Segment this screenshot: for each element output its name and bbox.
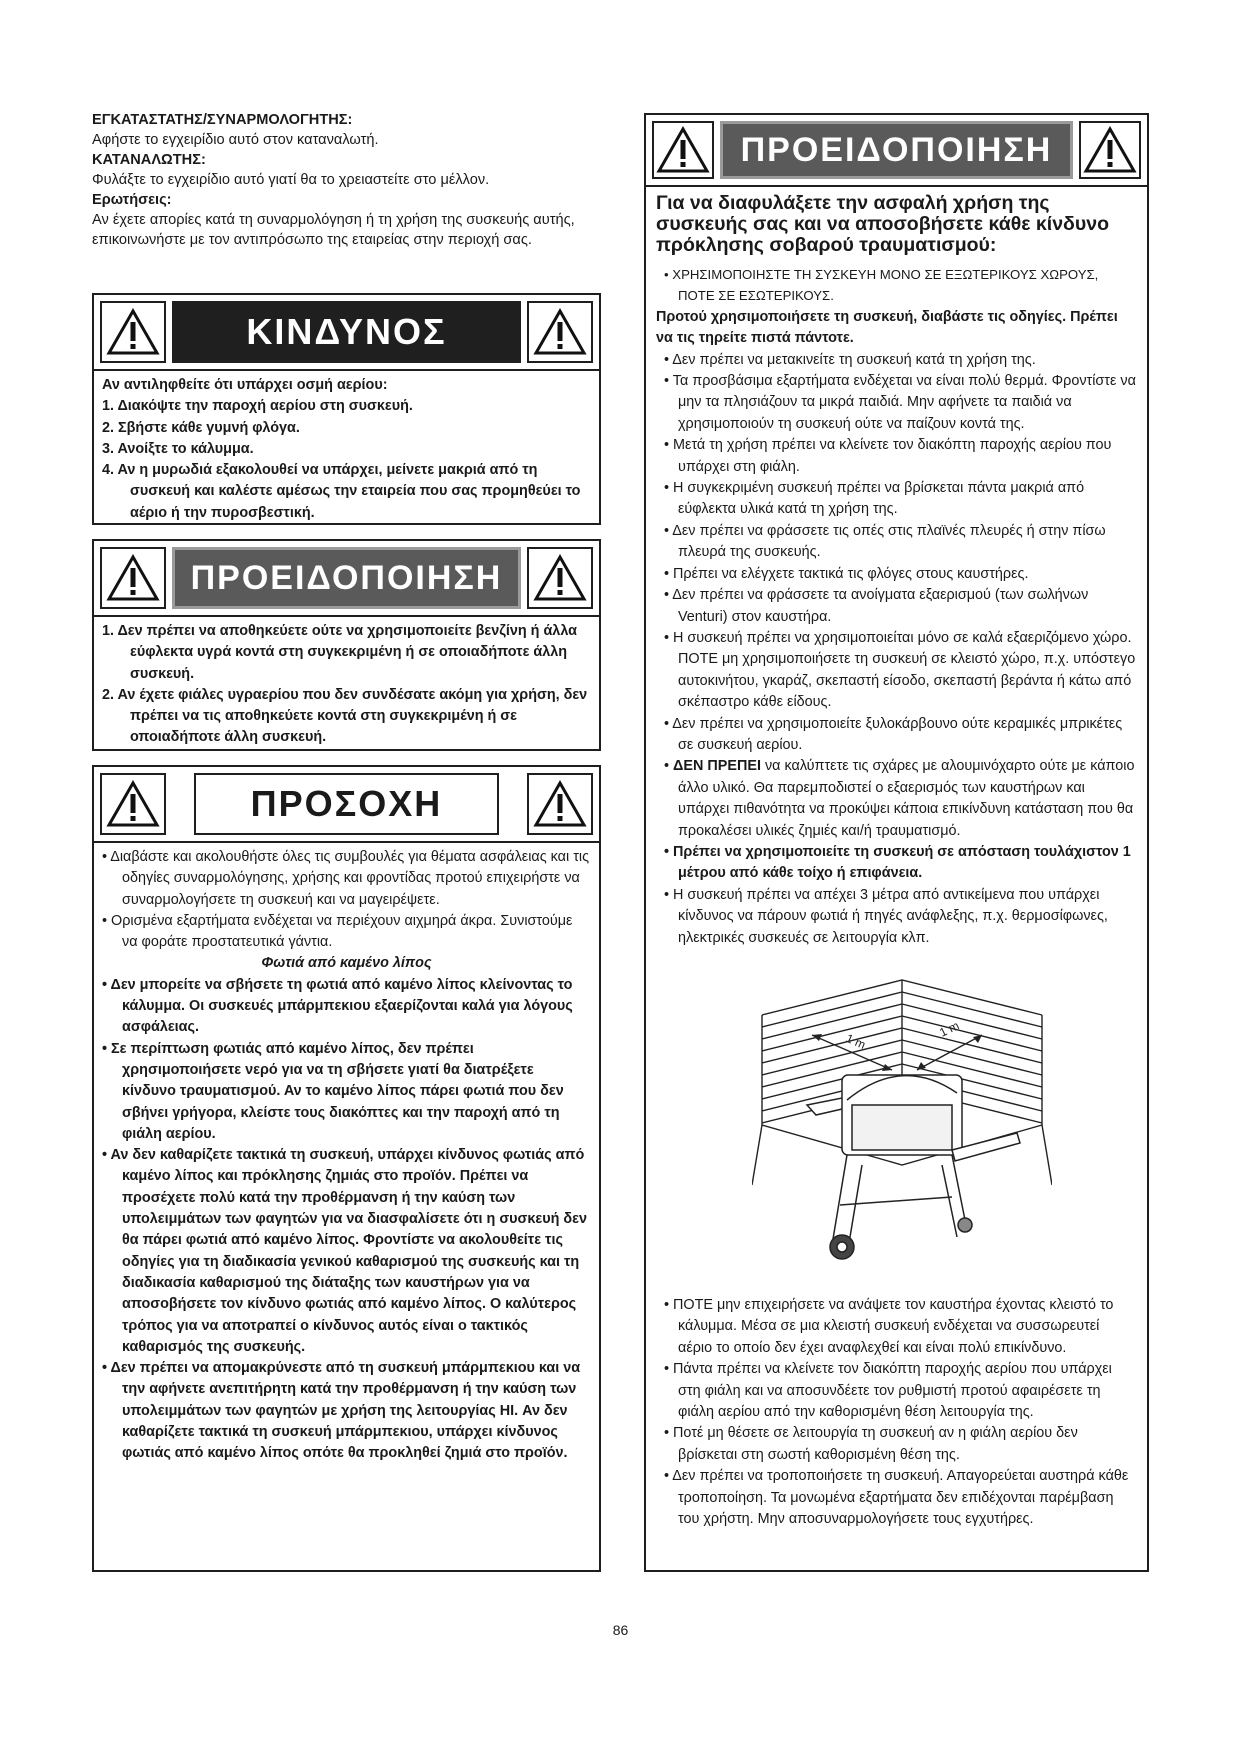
warning-right-header (646, 115, 1147, 187)
consumer-label: ΚΑΤΑΝΑΛΩΤΗΣ: (92, 152, 206, 168)
warning-item: 2. Αν έχετε φιάλες υγραερίου που δεν συνδέσατε ακόμη για χρήση, δεν πρέπει να τις αποθηκεύετε κοντά στη συγκεκριμένη ή σε οποιαδήποτε άλλη συσκευή. (102, 686, 588, 746)
final-bullet: • Πάντα πρέπει να κλείνετε τον διακόπτη παροχής αερίου που υπάρχει στη φιάλη και να αποσυνδέετε τον ρυθμιστή προτού αφαιρέσετε τη φιάλη αερίου από την καθορισμένη θέση λειτουργία της. (664, 1361, 1112, 1421)
final-bullet: • Ποτέ μη θέσετε σε λειτουργία τη συσκευή αν η φιάλη αερίου δεν βρίσκεται στη σωστή καθορισμένη θέση της. (664, 1425, 1078, 1463)
danger-step: 4. Αν η μυρωδιά εξακολουθεί να υπάρχει, μείνετε μακριά από τη συσκευή και καλέστε αμέσως την εταιρεία που σας προμηθεύει το αέριο ή την πυροσβεστική. (102, 462, 581, 521)
safety-bullet: • Δεν πρέπει να χρησιμοποιείτε ξυλοκάρβουνο ούτε κεραμικές μπρικέτες σε συσκευή αερίου. (664, 715, 1123, 753)
safety-bullet: • Δεν πρέπει να φράσσετε τα ανοίγματα εξαερισμού (των σωλήνων Venturi) στον καυστήρα. (664, 587, 1089, 625)
warning-right-body (646, 187, 1147, 1536)
grease-bullet: • Δεν μπορείτε να σβήσετε τη φωτιά από καμένο λίπος κλείνοντας το κάλυμμα. Οι συσκευές μπάρμπεκιου εξαερίζονται καλά για λόγους ασφάλειας. (102, 976, 573, 1036)
caution-body (94, 843, 599, 1471)
final-bullet: • ΠΟΤΕ μην επιχειρήσετε να ανάψετε τον καυστήρα έχοντας κλειστό το κάλυμμα. Μέσα σε μια κλειστή συσκευή ενδέχεται να συσσωρευτεί αέριο το οποίο δεν έχει αναφλεχθεί και είναι πολύ επικίνδυνο. (664, 1297, 1114, 1356)
distance-note: • Πρέπει να χρησιμοποιείτε τη συσκευή σε απόσταση τουλάχιστον 1 μέτρου από κάθε τοίχο ή επιφάνεια. (664, 843, 1131, 882)
caution-bullet: • Διαβάστε και ακολουθήστε όλες τις συμβουλές για θέματα ασφάλειας και τις οδηγίες συναρμολόγησης, χρήσης και φροντίδας προτού επιχειρήστε να συναρμολογήσετε τη συσκευή και να μαγειρέψετε. (102, 849, 590, 908)
danger-step: 3. Ανοίξτε το κάλυμμα. (102, 440, 254, 457)
danger-header (94, 295, 599, 371)
foil-bullet: • ΔΕΝ ΠΡΕΠΕΙ να καλύπτετε τις σχάρες με αλουμινόχαρτο ούτε με κάποιο άλλο υλικό. Θα παρεμποδιστεί ο εξαερισμός των καυστήρων και υπάρχει πιθανότητα να προκύψει κάποια επικίνδυνη κατάσταση που θα προκαλέσει υλικές ζημιές και/ή τραυματισμό. (664, 758, 1135, 839)
clearance-label: 1 m (843, 1030, 868, 1052)
safety-bullet: • Δεν πρέπει να φράσσετε τις οπές στις πλαϊνές πλευρές ή στην πίσω πλευρά της συσκευής. (664, 522, 1106, 561)
danger-body (94, 371, 599, 530)
danger-step: 2. Σβήστε κάθε γυμνή φλόγα. (102, 419, 300, 436)
danger-box (92, 293, 601, 525)
safety-bullet: • Μετά τη χρήση πρέπει να κλείνετε τον διακόπτη παροχής αερίου που υπάρχει στη φιάλη. (664, 437, 1112, 475)
warning-triangle-icon (527, 301, 593, 363)
safety-bullet: • Πρέπει να ελέγχετε τακτικά τις φλόγες στους καυστήρες. (664, 565, 1029, 582)
safety-bullet: • Δεν πρέπει να μετακινείτε τη συσκευή κατά τη χρήση της. (664, 351, 1036, 368)
grease-bullet: • Σε περίπτωση φωτιάς από καμένο λίπος, δεν πρέπει χρησιμοποιήσετε νερό για να τη σβήσετε γιατί θα διατρέξετε κίνδυνο τραυματισμού. Αν το καμένο λίπος πάρει φωτιά που δεν σβήνει γρήγορα, κλείστε τους διακόπτες και την παροχή από τη φιάλη αερίου. (102, 1040, 564, 1142)
distance-bullet: • Η συσκευή πρέπει να απέχει 3 μέτρα από αντικείμενα που υπάρχει κίνδυνος να πάρουν φωτιά ή πηγές ανάφλεξης, π.χ. θερμοσίφωνες, ηλεκτρικές συσκευές σε λειτουργία κλπ. (664, 886, 1108, 946)
outdoor-note: • ΧΡΗΣΙΜΟΠΟΙΗΣΤΕ ΤΗ ΣΥΣΚΕΥΗ ΜΟΝΟ ΣΕ ΕΞΩΤΕΡΙΚΟΥΣ ΧΩΡΟΥΣ, ΠΟΤΕ ΣΕ ΕΣΩΤΕΡΙΚΟΥΣ. (664, 267, 1099, 304)
safety-bullet: • Η συσκευή πρέπει να χρησιμοποιείται μόνο σε καλά εξαεριζόμενο χώρο. ΠΟΤΕ μη χρησιμοποιήσετε τη συσκευή σε κλειστό χώρο, π.χ. υπόστεγο αυτοκινήτου, γκαράζ, σκεπαστή είσοδο, σκεπαστή βεράντα ή κάτω από σκέπαστρο κάθε είδους. (664, 629, 1136, 711)
intro-section (92, 110, 612, 250)
grill-clearance-illustration (752, 975, 1052, 1265)
warning-triangle-icon (100, 547, 166, 609)
installer-label: ΕΓΚΑΤΑΣΤΑΤΗΣ/ΣΥΝΑΡΜΟΛΟΓΗΤΗΣ: (92, 112, 353, 128)
caution-bullet: • Ορισμένα εξαρτήματα ενδέχεται να περιέχουν αιχμηρά άκρα. Συνιστούμε να φοράτε προστατευτικά γάντια. (102, 912, 573, 951)
warning-triangle-icon (527, 547, 593, 609)
foil-text: να καλύπτετε τις σχάρες με αλουμινόχαρτο ούτε με κάποιο άλλο υλικό. Θα παρεμποδιστεί ο εξαερισμός των καυστήρων και υπάρχει πιθανότητα να προκύψει κάποια επικίνδυνη κατάσταση που θα προκαλέσει υλικές ζημιές και/ή τραυματισμό. (678, 758, 1135, 839)
final-bullet: • Δεν πρέπει να τροποποιήσετε τη συσκευή. Απαγορεύεται αυστηρά κάθε τροποποίηση. Τα μονωμένα εξαρτήματα δεν επιδέχονται παρέμβαση του χρήστη. Μην αποσυναρμολογήσετε τους εγχυτήρες. (664, 1468, 1129, 1528)
safety-bullet: • Τα προσβάσιμα εξαρτήματα ενδέχεται να είναι πολύ θερμά. Φροντίστε να μην τα πλησιάζουν τα μικρά παιδιά. Μην αφήνετε τα παιδιά να χρησιμοποιούν τη συσκευή ούτε να παίζουν κοντά της. (664, 373, 1136, 432)
danger-step: 1. Διακόψτε την παροχή αερίου στη συσκευή. (102, 398, 413, 415)
read-instructions: Προτού χρησιμοποιήσετε τη συσκευή, διαβάστε τις οδηγίες. Πρέπει να τις τηρείτε πιστά πάντοτε. (656, 308, 1118, 347)
danger-title: ΚΙΝΔΥΝΟΣ (172, 301, 521, 363)
clearance-label: 1 m (937, 1018, 962, 1040)
danger-lead: Αν αντιληφθείτε ότι υπάρχει οσμή αερίου: (102, 377, 388, 393)
consumer-text: Φυλάξτε το εγχειρίδιο αυτό γιατί θα το χρειαστείτε στο μέλλον. (92, 172, 490, 188)
warning-triangle-icon (100, 301, 166, 363)
caution-title: ΠΡΟΣΟΧΗ (194, 773, 499, 835)
warning-triangle-icon (527, 773, 593, 835)
foil-label: ΔΕΝ ΠΡΕΠΕΙ (673, 758, 761, 775)
warning-left-body (94, 617, 599, 755)
warning-triangle-icon (652, 121, 714, 179)
questions-label: Ερωτήσεις: (92, 192, 172, 208)
warning-item: 1. Δεν πρέπει να αποθηκεύετε ούτε να χρησιμοποιείτε βενζίνη ή άλλα εύφλεκτα υγρά κοντά στη συγκεκριμένη ή σε οποιαδήποτε άλλη συσκευή. (102, 623, 577, 682)
grease-fire-heading: Φωτιά από καμένο λίπος (261, 955, 432, 972)
caution-box (92, 765, 601, 1572)
warning-header (94, 541, 599, 617)
warning-box-left (92, 539, 601, 751)
caution-header (94, 767, 599, 843)
questions-text: Αν έχετε απορίες κατά τη συναρμολόγηση ή τη χρήση της συσκευής αυτής, επικοινωνήστε με τον αντιπρόσωπο της εταιρείας στην περιοχή σας. (92, 212, 575, 248)
grease-bullet: • Αν δεν καθαρίζετε τακτικά τη συσκευή, υπάρχει κίνδυνος φωτιάς από καμένο λίπος και πρόκλησης ζημιάς στο προϊόν. Πρέπει να προσέχετε πολύ κατά την προθέρμανση ή την καύση των υπολειμμάτων των φαγητών για να διασφαλίσετε ότι η συσκευή δεν θα πάρει φωτιά από καμένο λίπος. Φροντίστε να ακολουθείτε τις οδηγίες για τη διαδικασία γενικού καθαρισμού της συσκευής και τη διαδικασία καθαρισμού της διάταξης των καυστήρων για να αποσοβήσετε τον κίνδυνο φωτιάς από καμένο λίπος. Ο καλύτερος τρόπος για να αποτραπεί ο κίνδυνος αυτός είναι ο τακτικός καθαρισμός της συσκευής. (102, 1147, 587, 1355)
warning-triangle-icon (1079, 121, 1141, 179)
warning-right-title: ΠΡΟΕΙΔΟΠΟΙΗΣΗ (720, 121, 1073, 179)
warning-title: ΠΡΟΕΙΔΟΠΟΙΗΣΗ (172, 547, 521, 609)
safety-bullet: • Η συγκεκριμένη συσκευή πρέπει να βρίσκεται πάντα μακριά από εύφλεκτα υλικά κατά τη χρήση της. (664, 480, 1085, 518)
warning-triangle-icon (100, 773, 166, 835)
installer-text: Αφήστε το εγχειρίδιο αυτό στον καταναλωτή. (92, 132, 379, 148)
grease-bullet: • Δεν πρέπει να απομακρύνεστε από τη συσκευή μπάρμπεκιου και να την αφήνετε ανεπιτήρητη κατά την προθέρμανση ή την καύση των υπολειμμάτων των φαγητών με χρήση της λειτουργίας HI. Αν δεν καθαρίζετε τακτικά τη συσκευή μπάρμπεκιου, υπάρχει κίνδυνος φωτιάς από καμένο λίπος οπότε θα προκληθεί ζημιά στο προϊόν. (102, 1360, 581, 1462)
warning-box-right (644, 113, 1149, 1572)
page-number: 86 (612, 1622, 629, 1638)
safety-heading: Για να διαφυλάξετε την ασφαλή χρήση της συσκευής σας και να αποσοβήσετε κάθε κίνδυνο πρόκλησης σοβαρού τραυματισμού: (656, 192, 1109, 256)
